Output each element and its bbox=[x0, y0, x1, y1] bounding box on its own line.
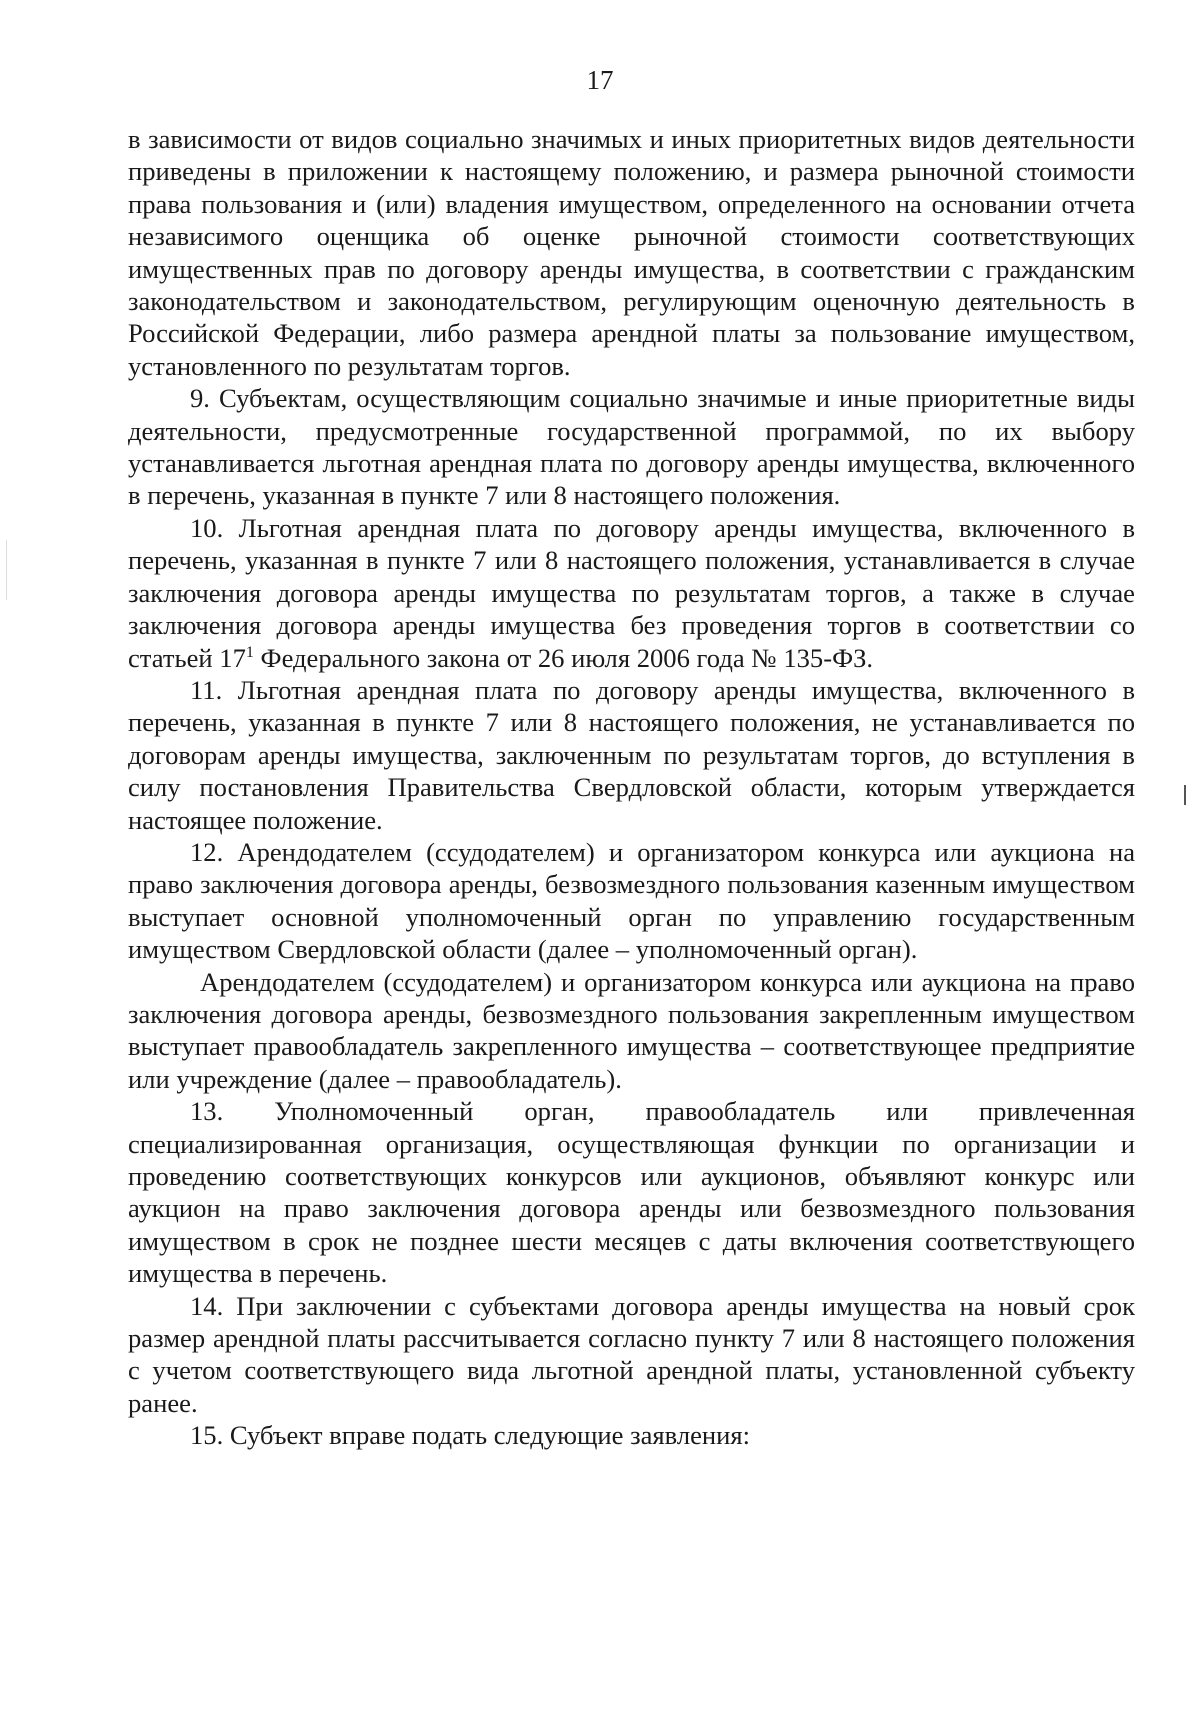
paragraph-10-text-a: 10. Льготная арендная плата по договору аренды имущества, включенного в перечень, указанная в пункте 7 или 8 настоящего положения, устанавливается в случае заключения договора аренды имущества по результатам торгов, а также в случае заключения договора аренды имущества без проведения торгов в соответствии со статьей 17 bbox=[128, 512, 1135, 673]
paragraph-13: 13. Уполномоченный орган, правообладатель или привлеченная специализированная организация, осуществляющая функции по организации и проведению соответствующих конкурсов или аукционов, объявляют конкурс или аукцион на право заключения договора аренды или безвозмездного пользования имуществом в срок не позднее шести месяцев с даты включения соответствующего имущества в перечень. bbox=[128, 1096, 1135, 1289]
paragraph-11: 11. Льготная арендная плата по договору аренды имущества, включенного в перечень, указанная в пункте 7 или 8 настоящего положения, не устанавливается по договорам аренды имущества, заключенным по результатам торгов, до вступления в силу постановления Правительства Свердловской области, которым утверждается настоящее положение. bbox=[128, 674, 1135, 835]
article-superscript: 1 bbox=[245, 643, 254, 661]
page-number: 17 bbox=[586, 65, 614, 95]
paragraph-10 bbox=[128, 512, 1135, 674]
paragraph-15: 15. Субъект вправе подать следующие заявления: bbox=[190, 1420, 751, 1451]
paragraph-10-text-b: Федерального закона от 26 июля 2006 года № 135-ФЗ. bbox=[253, 642, 874, 673]
paragraph-continuation: в зависимости от видов социально значимых и иных приоритетных видов деятельности приведены в приложении к настоящему положению, и размера рыночной стоимости права пользования и (или) владения имуществом, определенного на основании отчета независимого оценщика об оценке рыночной стоимости соответствующих имущественных прав по договору аренды имущества, в соответствии с гражданским законодательством и законодательством, регулирующим оценочную деятельность в Российской Федерации, либо размера арендной платы за пользование имуществом, установленного по результатам торгов. bbox=[128, 124, 1135, 381]
paragraph-14: 14. При заключении с субъектами договора аренды имущества на новый срок размер арендной платы рассчитывается согласно пункту 7 или 8 настоящего положения с учетом соответствующего вида льготной арендной платы, установленной субъекту ранее. bbox=[128, 1290, 1135, 1418]
paragraph-9: 9. Субъектам, осуществляющим социально значимые и иные приоритетные виды деятельности, предусмотренные государственной программой, по их выбору устанавливается льготная арендная плата по договору аренды имущества, включенного в перечень, указанная в пункте 7 или 8 настоящего положения. bbox=[128, 383, 1135, 511]
paragraph-12-second: Арендодателем (ссудодателем) и организатором конкурса или аукциона на право заключения договора аренды, безвозмездного пользования закрепленным имуществом выступает правообладатель закрепленного имущества – соответствующее предприятие или учреждение (далее – правообладатель). bbox=[128, 966, 1135, 1094]
scan-artifact-left bbox=[6, 540, 7, 600]
document-body bbox=[128, 123, 1135, 1452]
margin-mark bbox=[1184, 785, 1186, 805]
paragraph-12: 12. Арендодателем (ссудодателем) и организатором конкурса или аукциона на право заключения договора аренды, безвозмездного пользования казенным имуществом выступает основной уполномоченный орган по управлению государственным имуществом Свердловской области (далее – уполномоченный орган). bbox=[128, 836, 1135, 965]
